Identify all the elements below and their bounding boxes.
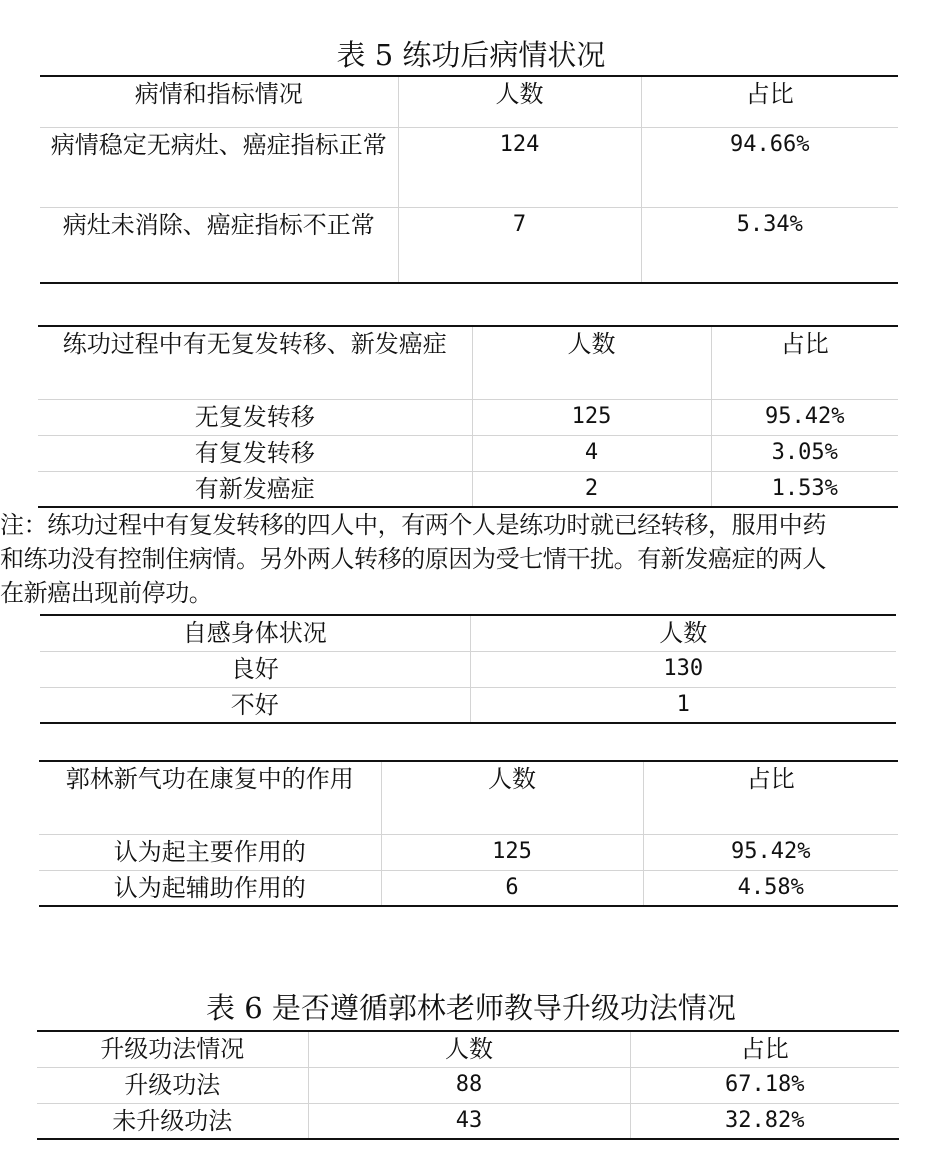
table5-title: 表 5 练功后病情状况	[336, 38, 606, 72]
header-cell: 人数	[398, 76, 641, 127]
table-cell: 6	[381, 870, 643, 906]
table-cell: 43	[308, 1103, 630, 1139]
feeling-table	[40, 614, 896, 724]
table-cell: 95.42%	[711, 399, 898, 435]
table-cell: 5.34%	[641, 207, 898, 283]
note-line: 注：练功过程中有复发转移的四人中，有两个人是练功时就已经转移，服用中药	[0, 511, 826, 539]
header-cell: 升级功法情况	[37, 1031, 308, 1067]
table-cell: 94.66%	[641, 127, 898, 207]
table-cell: 1.53%	[711, 471, 898, 507]
table-cell: 7	[398, 207, 641, 283]
header-cell: 占比	[711, 326, 898, 399]
table-cell: 67.18%	[630, 1067, 899, 1103]
header-cell: 人数	[381, 761, 643, 834]
table-header-row	[40, 615, 896, 651]
table6	[37, 1030, 899, 1140]
table-cell: 不好	[40, 687, 470, 723]
table-cell: 95.42%	[643, 834, 898, 870]
header-cell: 占比	[641, 76, 898, 127]
table6-title: 表 6 是否遵循郭林老师教导升级功法情况	[206, 991, 736, 1025]
table-row	[40, 207, 898, 283]
table-cell: 32.82%	[630, 1103, 899, 1139]
table-row	[37, 1067, 899, 1103]
table-cell: 认为起主要作用的	[39, 834, 381, 870]
table-cell: 2	[472, 471, 711, 507]
table-row	[38, 435, 898, 471]
table-cell: 升级功法	[37, 1067, 308, 1103]
header-cell: 练功过程中有无复发转移、新发癌症	[38, 326, 472, 399]
table-header-row	[37, 1031, 899, 1067]
header-cell: 郭林新气功在康复中的作用	[39, 761, 381, 834]
table-header-row	[40, 76, 898, 127]
table-cell: 病情稳定无病灶、癌症指标正常	[40, 127, 398, 207]
table-row	[39, 834, 898, 870]
table-header-row	[39, 761, 898, 834]
table-cell: 无复发转移	[38, 399, 472, 435]
table-cell: 有复发转移	[38, 435, 472, 471]
table-row	[40, 651, 896, 687]
header-cell: 自感身体状况	[40, 615, 470, 651]
table5	[40, 75, 898, 284]
header-cell: 人数	[472, 326, 711, 399]
table-row	[40, 127, 898, 207]
table-cell: 认为起辅助作用的	[39, 870, 381, 906]
table-row	[40, 687, 896, 723]
table-cell: 124	[398, 127, 641, 207]
table-row	[37, 1103, 899, 1139]
table-cell: 良好	[40, 651, 470, 687]
table-cell: 130	[470, 651, 896, 687]
table-cell: 4	[472, 435, 711, 471]
table-cell: 3.05%	[711, 435, 898, 471]
role-table	[39, 760, 898, 907]
table-cell: 有新发癌症	[38, 471, 472, 507]
table-cell: 88	[308, 1067, 630, 1103]
header-cell: 人数	[470, 615, 896, 651]
note-line: 和练功没有控制住病情。另外两人转移的原因为受七情干扰。有新发癌症的两人	[0, 545, 826, 573]
table-row	[38, 399, 898, 435]
table-header-row	[38, 326, 898, 399]
table-cell: 125	[381, 834, 643, 870]
header-cell: 人数	[308, 1031, 630, 1067]
recurrence-table	[38, 325, 898, 508]
note-line: 在新癌出现前停功。	[0, 579, 213, 607]
header-cell: 占比	[643, 761, 898, 834]
table-cell: 未升级功法	[37, 1103, 308, 1139]
table-cell: 1	[470, 687, 896, 723]
table-note	[0, 508, 942, 610]
table-cell: 病灶未消除、癌症指标不正常	[40, 207, 398, 283]
header-cell: 占比	[630, 1031, 899, 1067]
table-cell: 125	[472, 399, 711, 435]
table-row	[39, 870, 898, 906]
table-row	[38, 471, 898, 507]
table-cell: 4.58%	[643, 870, 898, 906]
header-cell: 病情和指标情况	[40, 76, 398, 127]
